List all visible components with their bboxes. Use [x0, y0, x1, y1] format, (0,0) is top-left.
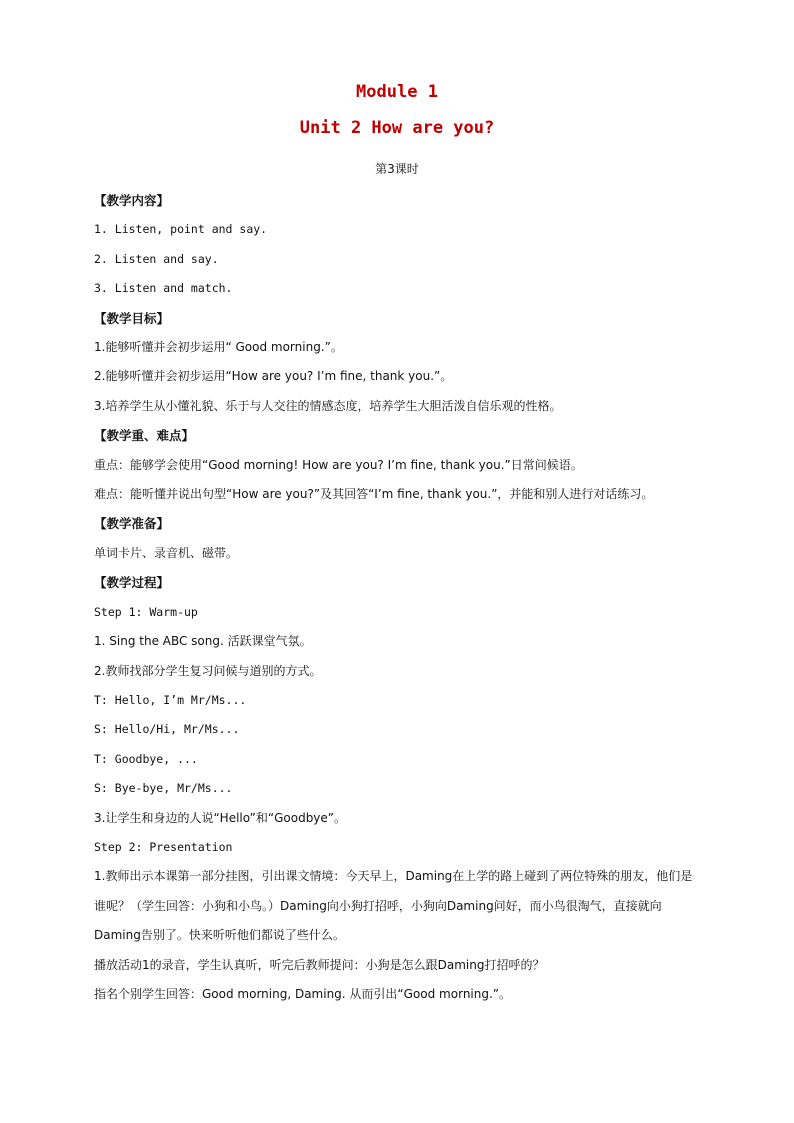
text-line: T: Hello, I’m Mr/Ms...: [94, 692, 247, 707]
unit-title: Unit 2 How are you?: [299, 118, 495, 138]
section-heading: 【教学内容】: [94, 193, 170, 208]
text-line: 单词卡片、录音机、磁带。: [94, 545, 239, 560]
text-line: 1.教师出示本课第一部分挂图，引出课文情境：今天早上，Daming在上学的路上碰到了两位特殊的朋友，他们是谁呢？（学生回答：小狗和小鸟。）Daming向小狗打招呼，小狗向Daming问好，而小鸟很淘气，直接就向Daming告别了。快来听听他们都说了些什么。: [94, 869, 693, 943]
text-line: 1. Listen, point and say.: [94, 222, 268, 237]
text-line: 播放活动1的录音，学生认真听，听完后教师提问：小狗是怎么跟Daming打招呼的？: [94, 957, 545, 972]
text-line: 1. Sing the ABC song. 活跃课堂气氛。: [94, 634, 312, 649]
text-line: 指名个别学生回答：Good morning, Daming. 从而引出“Good morning.”。: [94, 986, 512, 1001]
text-line: 难点：能听懂并说出句型“How are you?”及其回答“I’m fine, thank you.”，并能和别人进行对话练习。: [94, 487, 654, 502]
text-line: 3.让学生和身边的人说“Hello”和“Goodbye”。: [94, 810, 347, 825]
text-line: Step 2: Presentation: [94, 839, 233, 854]
text-line: T: Goodbye, ...: [94, 751, 198, 766]
section-heading: 【教学过程】: [94, 575, 170, 591]
text-line: 重点：能够学会使用“Good morning! How are you? I’m fine, thank you.”日常问候语。: [94, 457, 583, 472]
section-heading: 【教学目标】: [94, 310, 170, 326]
text-line: 1.能够听懂并会初步运用“ Good morning.”。: [94, 340, 343, 355]
text-line: 2. Listen and say.: [94, 251, 219, 266]
text-line: S: Hello/Hi, Mr/Ms...: [94, 722, 240, 737]
section-heading: 【教学重、难点】: [94, 428, 195, 444]
text-line: 3.培养学生从小懂礼貌、乐于与人交往的情感态度，培养学生大胆活泼自信乐观的性格。: [94, 398, 562, 413]
text-line: S: Bye-bye, Mr/Ms...: [94, 781, 233, 796]
lesson-label: 第3课时: [375, 162, 419, 176]
module-title: Module 1: [356, 82, 438, 102]
section-heading: 【教学准备】: [94, 516, 170, 532]
text-line: Step 1: Warm-up: [94, 604, 198, 619]
lesson-plan-body: [94, 186, 704, 1009]
text-line: 2.教师找部分学生复习问候与道别的方式。: [94, 663, 322, 678]
text-line: 2.能够听懂并会初步运用“How are you? I’m fine, thank you.”。: [94, 369, 453, 384]
text-line: 3. Listen and match.: [94, 281, 233, 296]
